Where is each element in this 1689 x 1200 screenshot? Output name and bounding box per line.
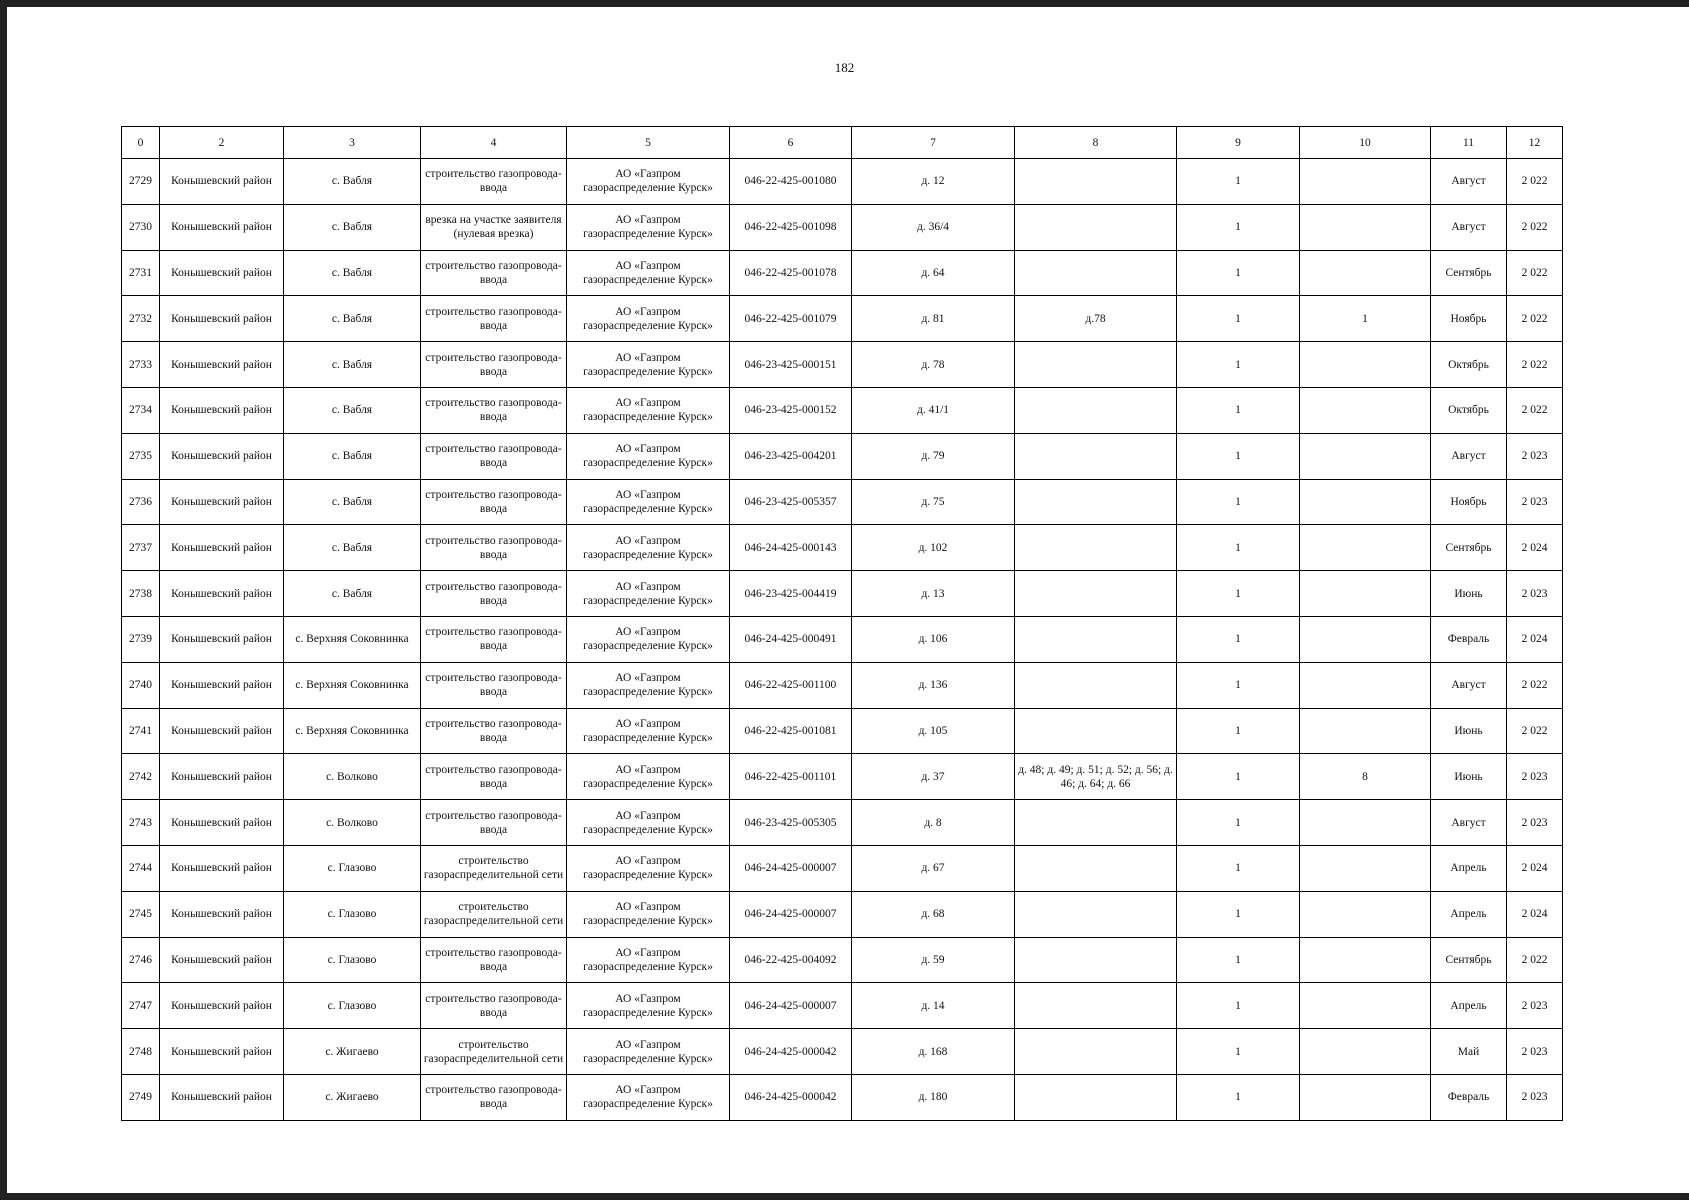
table-cell: строительство газопровода-ввода: [421, 387, 567, 433]
table-cell: 2 023: [1507, 1029, 1563, 1075]
table-cell: [1300, 800, 1431, 846]
table-cell: АО «Газпром газораспределение Курск»: [567, 387, 730, 433]
table-cell: Конышевский район: [160, 754, 284, 800]
table-cell: Конышевский район: [160, 250, 284, 296]
table-cell: 2 022: [1507, 250, 1563, 296]
column-header: 6: [730, 127, 852, 159]
table-cell: Август: [1431, 800, 1507, 846]
table-cell: с. Вабля: [284, 204, 421, 250]
table-cell: строительство газопровода-ввода: [421, 342, 567, 388]
table-cell: АО «Газпром газораспределение Курск»: [567, 525, 730, 571]
table-cell: АО «Газпром газораспределение Курск»: [567, 800, 730, 846]
table-cell: Конышевский район: [160, 525, 284, 571]
table-cell: 2730: [122, 204, 160, 250]
table-row: [122, 433, 1563, 479]
table-cell: [1015, 1029, 1177, 1075]
table-cell: 046-23-425-005305: [730, 800, 852, 846]
table-cell: с. Верхняя Соковнинка: [284, 662, 421, 708]
table-cell: Октябрь: [1431, 342, 1507, 388]
table-cell: д. 67: [852, 845, 1015, 891]
table-row: [122, 387, 1563, 433]
table-cell: 1: [1177, 845, 1300, 891]
table-cell: Конышевский район: [160, 159, 284, 205]
table-cell: 2 022: [1507, 159, 1563, 205]
table-cell: 2 024: [1507, 891, 1563, 937]
table-cell: Апрель: [1431, 891, 1507, 937]
table-cell: 046-22-425-001079: [730, 296, 852, 342]
table-cell: строительство газопровода-ввода: [421, 525, 567, 571]
table-cell: 2 024: [1507, 845, 1563, 891]
table-cell: [1015, 525, 1177, 571]
table-cell: 2 022: [1507, 708, 1563, 754]
table-cell: АО «Газпром газораспределение Курск»: [567, 433, 730, 479]
table-cell: строительство газопровода-ввода: [421, 616, 567, 662]
column-header: 7: [852, 127, 1015, 159]
table-cell: 046-23-425-005357: [730, 479, 852, 525]
table-cell: строительство газопровода-ввода: [421, 1074, 567, 1120]
table-cell: [1300, 525, 1431, 571]
table-cell: строительство газораспределительной сети: [421, 1029, 567, 1075]
table-row: [122, 983, 1563, 1029]
table-cell: Конышевский район: [160, 204, 284, 250]
table-cell: 1: [1177, 159, 1300, 205]
table-cell: Конышевский район: [160, 891, 284, 937]
column-header: 5: [567, 127, 730, 159]
table-cell: 1: [1177, 616, 1300, 662]
table-cell: Конышевский район: [160, 1029, 284, 1075]
table-cell: Конышевский район: [160, 937, 284, 983]
table-cell: АО «Газпром газораспределение Курск»: [567, 616, 730, 662]
table-cell: [1015, 662, 1177, 708]
table-cell: 2732: [122, 296, 160, 342]
table-cell: 1: [1177, 983, 1300, 1029]
table-cell: 1: [1177, 754, 1300, 800]
table-cell: Конышевский район: [160, 342, 284, 388]
table-cell: 2733: [122, 342, 160, 388]
table-cell: с. Вабля: [284, 387, 421, 433]
table-cell: 2748: [122, 1029, 160, 1075]
table-cell: [1015, 1074, 1177, 1120]
page-border-bottom: [0, 1193, 1689, 1200]
table-cell: строительство газопровода-ввода: [421, 662, 567, 708]
table-row: [122, 250, 1563, 296]
table-cell: 1: [1177, 342, 1300, 388]
table-cell: 1: [1177, 204, 1300, 250]
table-cell: [1015, 159, 1177, 205]
gasification-register-table: [121, 126, 1563, 1121]
column-header: 2: [160, 127, 284, 159]
table-cell: АО «Газпром газораспределение Курск»: [567, 1029, 730, 1075]
table-cell: с. Вабля: [284, 250, 421, 296]
table-row: [122, 525, 1563, 571]
table-cell: [1300, 342, 1431, 388]
table-cell: с. Вабля: [284, 525, 421, 571]
table-cell: АО «Газпром газораспределение Курск»: [567, 983, 730, 1029]
column-header: 9: [1177, 127, 1300, 159]
table-cell: д. 48; д. 49; д. 51; д. 52; д. 56; д. 46; д. 64; д. 66: [1015, 754, 1177, 800]
table-cell: [1300, 983, 1431, 1029]
table-cell: 2729: [122, 159, 160, 205]
table-cell: строительство газопровода-ввода: [421, 754, 567, 800]
table-cell: Июнь: [1431, 708, 1507, 754]
table-cell: [1300, 433, 1431, 479]
table-cell: д. 41/1: [852, 387, 1015, 433]
table-cell: 046-24-425-000042: [730, 1074, 852, 1120]
table-cell: Конышевский район: [160, 1074, 284, 1120]
table-cell: Август: [1431, 159, 1507, 205]
table-cell: с. Жигаево: [284, 1074, 421, 1120]
table-cell: 1: [1177, 296, 1300, 342]
table-cell: 1: [1177, 937, 1300, 983]
table-row: [122, 571, 1563, 617]
table-cell: строительство газопровода-ввода: [421, 433, 567, 479]
table-cell: с. Вабля: [284, 479, 421, 525]
table-cell: Май: [1431, 1029, 1507, 1075]
table-cell: строительство газопровода-ввода: [421, 708, 567, 754]
table-cell: с. Глазово: [284, 845, 421, 891]
table-row: [122, 296, 1563, 342]
table-cell: 2746: [122, 937, 160, 983]
table-cell: 1: [1177, 708, 1300, 754]
table-cell: АО «Газпром газораспределение Курск»: [567, 662, 730, 708]
table-cell: с. Глазово: [284, 983, 421, 1029]
table-cell: 046-24-425-000007: [730, 891, 852, 937]
table-cell: 046-22-425-001080: [730, 159, 852, 205]
table-cell: д. 79: [852, 433, 1015, 479]
table-cell: Август: [1431, 433, 1507, 479]
table-cell: АО «Газпром газораспределение Курск»: [567, 159, 730, 205]
table-cell: с. Верхняя Соковнинка: [284, 708, 421, 754]
table-cell: Февраль: [1431, 1074, 1507, 1120]
table-cell: д. 136: [852, 662, 1015, 708]
table-cell: д. 75: [852, 479, 1015, 525]
table-cell: 2745: [122, 891, 160, 937]
table-cell: 2735: [122, 433, 160, 479]
table-row: [122, 800, 1563, 846]
table-cell: Август: [1431, 204, 1507, 250]
table-cell: 2 023: [1507, 983, 1563, 1029]
table-cell: строительство газопровода-ввода: [421, 159, 567, 205]
table-cell: д. 102: [852, 525, 1015, 571]
table-cell: 2 023: [1507, 754, 1563, 800]
table-cell: 1: [1177, 479, 1300, 525]
table-cell: АО «Газпром газораспределение Курск»: [567, 342, 730, 388]
table-cell: АО «Газпром газораспределение Курск»: [567, 1074, 730, 1120]
column-header: 12: [1507, 127, 1563, 159]
page-number: 182: [834, 60, 855, 75]
table-cell: с. Глазово: [284, 891, 421, 937]
table-cell: Конышевский район: [160, 433, 284, 479]
table-cell: Конышевский район: [160, 983, 284, 1029]
table-cell: Апрель: [1431, 983, 1507, 1029]
table-cell: Июнь: [1431, 754, 1507, 800]
table-cell: 2 024: [1507, 616, 1563, 662]
table-row: [122, 204, 1563, 250]
table-cell: с. Жигаево: [284, 1029, 421, 1075]
table-cell: строительство газопровода-ввода: [421, 800, 567, 846]
table-cell: 2 022: [1507, 204, 1563, 250]
table-cell: д. 37: [852, 754, 1015, 800]
table-cell: д. 78: [852, 342, 1015, 388]
table-cell: д. 14: [852, 983, 1015, 1029]
table-cell: 046-24-425-000007: [730, 845, 852, 891]
table-row: [122, 616, 1563, 662]
table-cell: [1015, 342, 1177, 388]
table-cell: 1: [1177, 571, 1300, 617]
table-cell: 2731: [122, 250, 160, 296]
table-cell: [1300, 387, 1431, 433]
table-cell: 2744: [122, 845, 160, 891]
table-cell: 2749: [122, 1074, 160, 1120]
table-cell: д. 81: [852, 296, 1015, 342]
table-cell: [1300, 937, 1431, 983]
table-cell: [1300, 1074, 1431, 1120]
column-header: 0: [122, 127, 160, 159]
table-row: [122, 891, 1563, 937]
table-cell: Конышевский район: [160, 845, 284, 891]
table-cell: 2747: [122, 983, 160, 1029]
column-header: 11: [1431, 127, 1507, 159]
table-cell: Конышевский район: [160, 571, 284, 617]
table-cell: 046-24-425-000143: [730, 525, 852, 571]
table-cell: 1: [1177, 662, 1300, 708]
table-cell: д. 168: [852, 1029, 1015, 1075]
table-cell: [1300, 250, 1431, 296]
table-row: [122, 159, 1563, 205]
table-cell: с. Волково: [284, 754, 421, 800]
table-cell: [1300, 616, 1431, 662]
table-cell: 046-22-425-004092: [730, 937, 852, 983]
table-row: [122, 479, 1563, 525]
table-cell: 2 024: [1507, 525, 1563, 571]
table-cell: [1300, 891, 1431, 937]
table-cell: с. Вабля: [284, 433, 421, 479]
table-cell: [1015, 983, 1177, 1029]
table-cell: 2734: [122, 387, 160, 433]
table-cell: [1015, 387, 1177, 433]
table-cell: Сентябрь: [1431, 250, 1507, 296]
table-cell: д.78: [1015, 296, 1177, 342]
table-cell: Конышевский район: [160, 708, 284, 754]
table-cell: 1: [1177, 1029, 1300, 1075]
table-cell: Сентябрь: [1431, 937, 1507, 983]
table-cell: строительство газопровода-ввода: [421, 571, 567, 617]
table-cell: 2 022: [1507, 342, 1563, 388]
table-cell: АО «Газпром газораспределение Курск»: [567, 204, 730, 250]
table-cell: 046-24-425-000007: [730, 983, 852, 1029]
table-cell: строительство газораспределительной сети: [421, 845, 567, 891]
table-cell: АО «Газпром газораспределение Курск»: [567, 754, 730, 800]
table-cell: [1015, 571, 1177, 617]
table-cell: [1300, 479, 1431, 525]
table-cell: д. 64: [852, 250, 1015, 296]
table-cell: Ноябрь: [1431, 479, 1507, 525]
table-cell: 046-23-425-004201: [730, 433, 852, 479]
table-cell: с. Вабля: [284, 342, 421, 388]
table-cell: д. 106: [852, 616, 1015, 662]
table-cell: 046-23-425-000151: [730, 342, 852, 388]
table-cell: 2740: [122, 662, 160, 708]
table-cell: 046-24-425-000042: [730, 1029, 852, 1075]
table-cell: врезка на участке заявителя (нулевая врезка): [421, 204, 567, 250]
table-cell: 1: [1177, 387, 1300, 433]
table-row: [122, 1074, 1563, 1120]
table-cell: АО «Газпром газораспределение Курск»: [567, 891, 730, 937]
table-cell: 2 022: [1507, 662, 1563, 708]
table-cell: 2742: [122, 754, 160, 800]
table-cell: 2 023: [1507, 433, 1563, 479]
table-cell: 046-24-425-000491: [730, 616, 852, 662]
table-cell: 046-23-425-000152: [730, 387, 852, 433]
table-cell: 1: [1300, 296, 1431, 342]
table-cell: [1300, 845, 1431, 891]
table-cell: АО «Газпром газораспределение Курск»: [567, 571, 730, 617]
table-cell: д. 36/4: [852, 204, 1015, 250]
table-cell: АО «Газпром газораспределение Курск»: [567, 937, 730, 983]
table-cell: [1015, 937, 1177, 983]
column-header: 10: [1300, 127, 1431, 159]
table-cell: строительство газораспределительной сети: [421, 891, 567, 937]
table-cell: 046-22-425-001098: [730, 204, 852, 250]
table-row: [122, 342, 1563, 388]
table-cell: 046-22-425-001100: [730, 662, 852, 708]
column-header: 3: [284, 127, 421, 159]
table-header-row: [122, 127, 1563, 159]
table-cell: [1300, 204, 1431, 250]
table-cell: 1: [1177, 891, 1300, 937]
table-cell: 2737: [122, 525, 160, 571]
table-cell: с. Волково: [284, 800, 421, 846]
table-cell: 046-22-425-001078: [730, 250, 852, 296]
table-cell: Конышевский район: [160, 616, 284, 662]
table-cell: Конышевский район: [160, 800, 284, 846]
table-cell: 2743: [122, 800, 160, 846]
table-cell: Конышевский район: [160, 479, 284, 525]
table-cell: 2741: [122, 708, 160, 754]
table-cell: 2 023: [1507, 1074, 1563, 1120]
table-cell: строительство газопровода-ввода: [421, 250, 567, 296]
table-cell: Октябрь: [1431, 387, 1507, 433]
table-cell: [1015, 204, 1177, 250]
table-cell: Июнь: [1431, 571, 1507, 617]
table-cell: [1015, 891, 1177, 937]
table-cell: [1015, 800, 1177, 846]
table-cell: 2736: [122, 479, 160, 525]
table-cell: с. Вабля: [284, 296, 421, 342]
column-header: 4: [421, 127, 567, 159]
table-cell: 2 022: [1507, 387, 1563, 433]
table-cell: Ноябрь: [1431, 296, 1507, 342]
table-cell: [1300, 571, 1431, 617]
table-cell: с. Вабля: [284, 159, 421, 205]
table-cell: строительство газопровода-ввода: [421, 479, 567, 525]
table-cell: [1015, 708, 1177, 754]
table-cell: АО «Газпром газораспределение Курск»: [567, 708, 730, 754]
table-cell: [1300, 159, 1431, 205]
table-cell: 2 023: [1507, 479, 1563, 525]
table-row: [122, 754, 1563, 800]
table-cell: д. 105: [852, 708, 1015, 754]
table-cell: д. 12: [852, 159, 1015, 205]
table-cell: 2 023: [1507, 571, 1563, 617]
table-cell: д. 8: [852, 800, 1015, 846]
table-cell: [1300, 708, 1431, 754]
table-cell: 1: [1177, 525, 1300, 571]
table-cell: 1: [1177, 433, 1300, 479]
table-cell: строительство газопровода-ввода: [421, 937, 567, 983]
table-cell: АО «Газпром газораспределение Курск»: [567, 296, 730, 342]
table-cell: строительство газопровода-ввода: [421, 983, 567, 1029]
table-row: [122, 1029, 1563, 1075]
table-body: [122, 159, 1563, 1121]
table-cell: АО «Газпром газораспределение Курск»: [567, 479, 730, 525]
table-cell: [1015, 250, 1177, 296]
table-cell: 8: [1300, 754, 1431, 800]
table-cell: [1015, 433, 1177, 479]
table-cell: Сентябрь: [1431, 525, 1507, 571]
table-row: [122, 708, 1563, 754]
table-cell: Февраль: [1431, 616, 1507, 662]
table-cell: с. Вабля: [284, 571, 421, 617]
table-cell: Апрель: [1431, 845, 1507, 891]
table-cell: [1015, 616, 1177, 662]
table-cell: д. 180: [852, 1074, 1015, 1120]
table-cell: Конышевский район: [160, 296, 284, 342]
table-cell: 2 022: [1507, 937, 1563, 983]
table-cell: 046-22-425-001101: [730, 754, 852, 800]
table-cell: 1: [1177, 800, 1300, 846]
table-cell: 2 023: [1507, 800, 1563, 846]
table-cell: [1015, 845, 1177, 891]
table-cell: 2738: [122, 571, 160, 617]
column-header: 8: [1015, 127, 1177, 159]
table-cell: [1300, 1029, 1431, 1075]
table-cell: 1: [1177, 1074, 1300, 1120]
table-row: [122, 662, 1563, 708]
table-cell: Конышевский район: [160, 662, 284, 708]
table-cell: с. Верхняя Соковнинка: [284, 616, 421, 662]
table-cell: АО «Газпром газораспределение Курск»: [567, 250, 730, 296]
table-cell: 2 022: [1507, 296, 1563, 342]
table-cell: д. 59: [852, 937, 1015, 983]
table-cell: 2739: [122, 616, 160, 662]
table-cell: [1300, 662, 1431, 708]
table-cell: [1015, 479, 1177, 525]
table-cell: АО «Газпром газораспределение Курск»: [567, 845, 730, 891]
table-row: [122, 937, 1563, 983]
table-cell: д. 68: [852, 891, 1015, 937]
table-cell: строительство газопровода-ввода: [421, 296, 567, 342]
page-border-top: [0, 0, 1689, 7]
table-cell: Август: [1431, 662, 1507, 708]
table-cell: 046-22-425-001081: [730, 708, 852, 754]
table-cell: д. 13: [852, 571, 1015, 617]
table-cell: с. Глазово: [284, 937, 421, 983]
table-row: [122, 845, 1563, 891]
table-cell: Конышевский район: [160, 387, 284, 433]
table-cell: 1: [1177, 250, 1300, 296]
page-border-left: [0, 0, 7, 1200]
table-cell: 046-23-425-004419: [730, 571, 852, 617]
